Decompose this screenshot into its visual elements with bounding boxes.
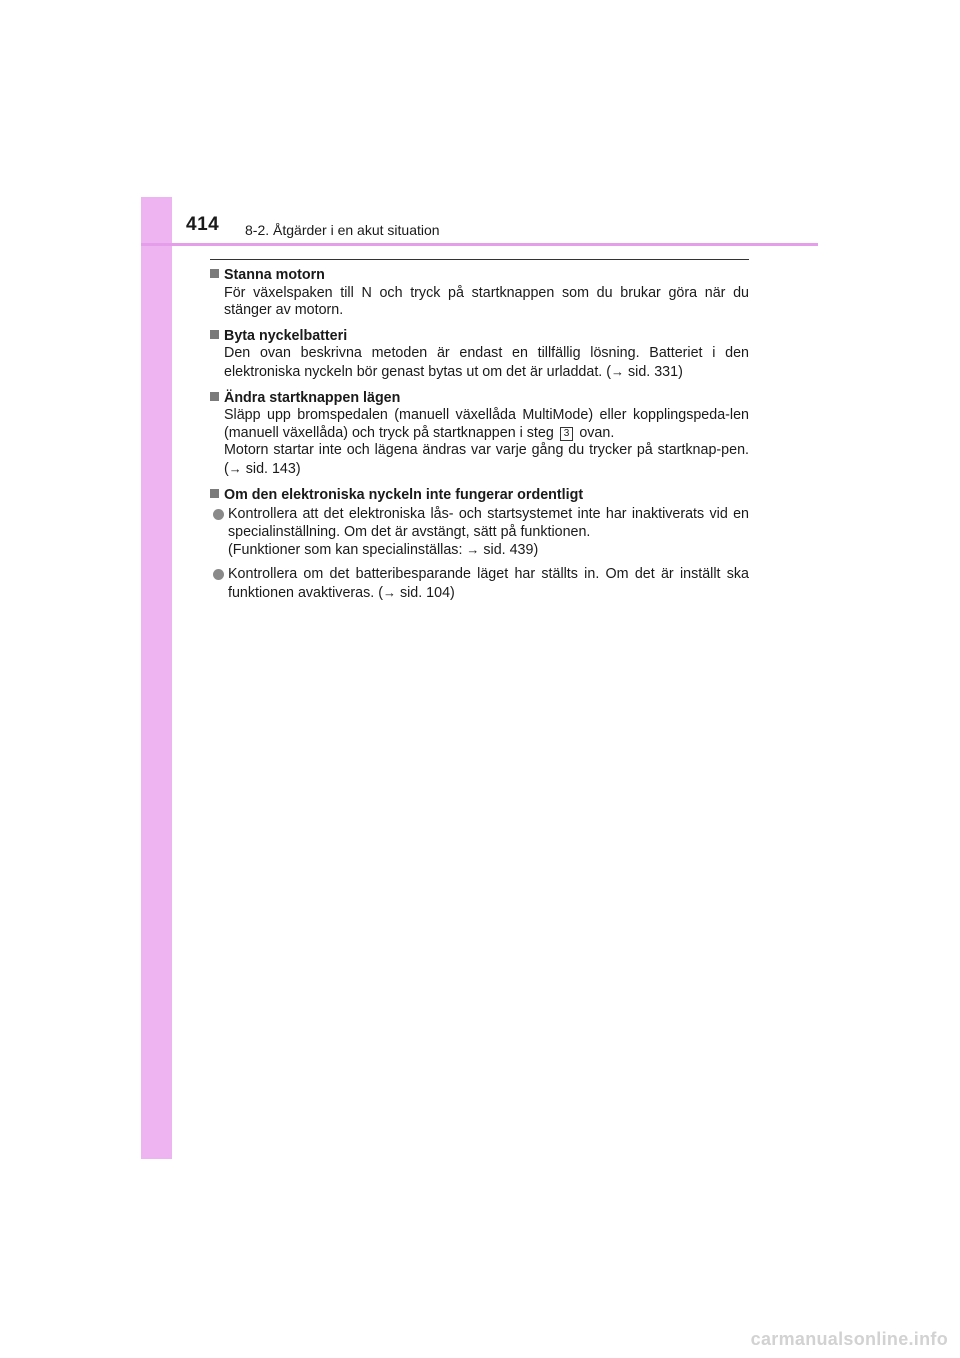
- section-body: Släpp upp bromspedalen (manuell växellåda MultiMode) eller kopplingspeda-len (manuell växellåda) och tryck på startknappen i steg 3 ovan. Motorn startar inte och lägena ändras var varje gång du trycker på startknap-pen. (→ sid. 143): [224, 407, 749, 477]
- watermark-text: carmanualsonline.info: [750, 1329, 948, 1349]
- arrow-right-icon: →: [611, 363, 625, 379]
- section-heading: Byta nyckelbatteri: [210, 328, 749, 346]
- section-heading: Stanna motorn: [210, 267, 749, 285]
- step-number-box: 3: [560, 427, 574, 441]
- section-elektroniska-nyckeln: [210, 487, 749, 603]
- square-bullet-icon: [210, 489, 219, 498]
- section-body: Den ovan beskrivna metoden är endast en tillfällig lösning. Batteriet i den elektroniska nyckeln bör genast bytas ut om det är urladdat. (→ sid. 331): [224, 345, 749, 380]
- page-number: 414: [186, 214, 220, 235]
- header-rule: [141, 243, 818, 246]
- section-title: 8-2. Åtgärder i en akut situation: [245, 222, 440, 238]
- section-heading: Ändra startknappen lägen: [210, 390, 749, 408]
- arrow-right-icon: →: [466, 542, 480, 558]
- square-bullet-icon: [210, 269, 219, 278]
- page-reference: sid. 331: [628, 363, 679, 380]
- square-bullet-icon: [210, 330, 219, 339]
- list-item: Kontrollera om det batteribesparande läget har ställts in. Om det är inställt ska funktionen avaktiveras. (→ sid. 104): [210, 566, 749, 602]
- page-reference: sid. 143: [245, 460, 296, 477]
- section-body: För växelspaken till N och tryck på startknappen som du brukar göra när du stänger av motorn.: [224, 284, 749, 319]
- section-heading: Om den elektroniska nyckeln inte fungerar ordentligt: [210, 487, 749, 505]
- section-stanna-motorn: [210, 267, 749, 320]
- content-divider: [210, 259, 749, 260]
- square-bullet-icon: [210, 392, 219, 401]
- arrow-right-icon: →: [382, 584, 396, 600]
- list-item: Kontrollera att det elektroniska lås- och startsystemet inte har inaktiverats vid en specialinställning. Om det är avstängt, sätt på funktionen. (Funktioner som kan specialinställas: → sid. 439): [210, 506, 749, 560]
- page-content: [210, 267, 749, 610]
- section-andra-startknappen: [210, 390, 749, 479]
- section-byta-nyckelbatteri: [210, 328, 749, 382]
- page-reference: sid. 104: [399, 584, 451, 601]
- page-reference: sid. 439: [483, 542, 534, 559]
- side-color-band: [141, 197, 172, 1159]
- arrow-right-icon: →: [228, 460, 242, 476]
- circle-bullet-icon: [213, 509, 224, 520]
- circle-bullet-icon: [213, 569, 224, 580]
